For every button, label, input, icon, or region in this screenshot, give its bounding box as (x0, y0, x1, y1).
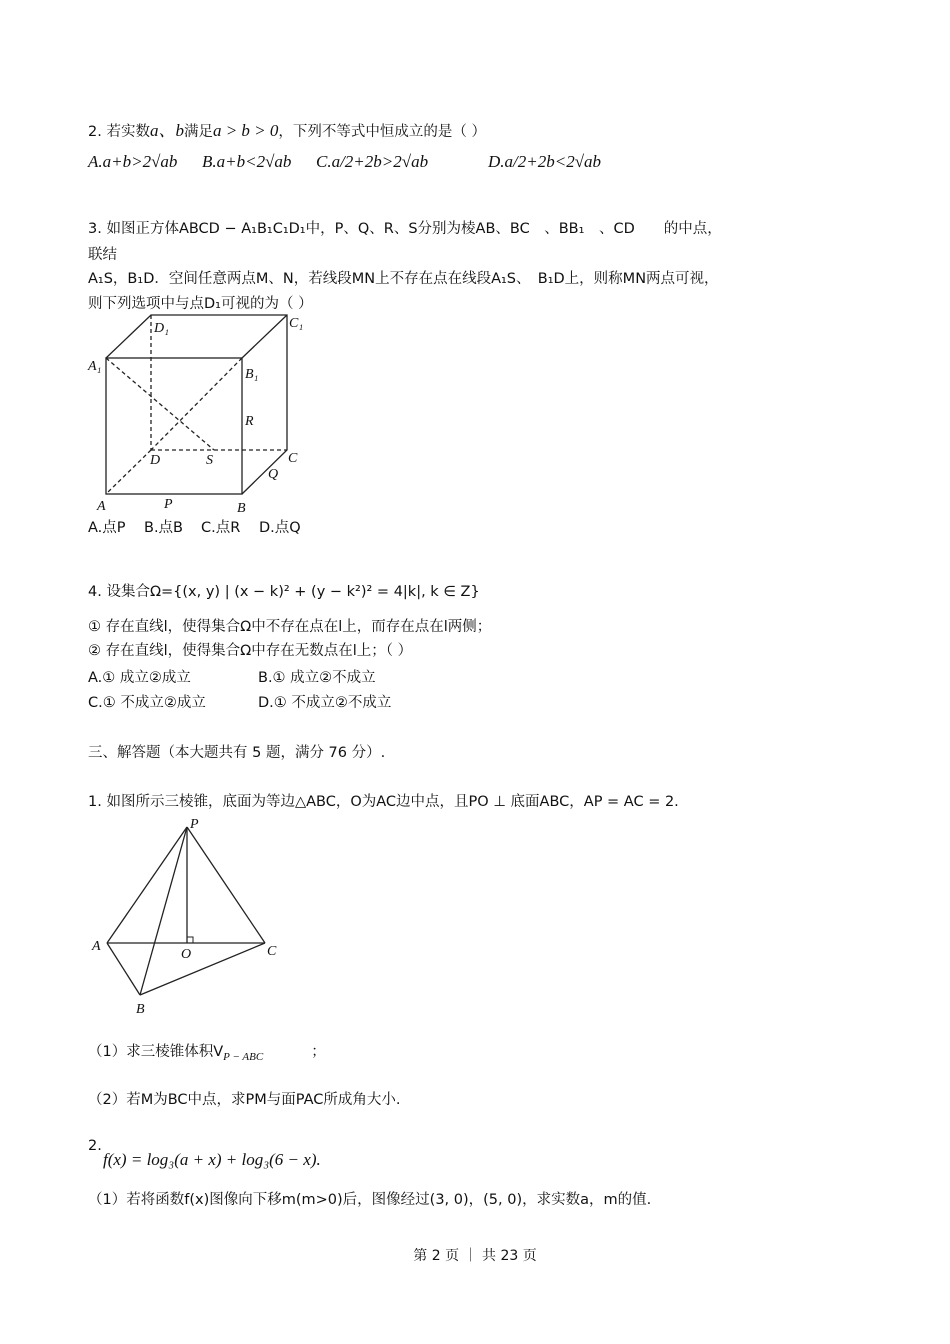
q4-statement-2: ② 存在直线l，使得集合Ω中存在无数点在l上；（ ） (88, 643, 413, 659)
label-d: D (150, 453, 161, 468)
math: a、b (149, 121, 184, 140)
label-c: C (267, 944, 277, 959)
label-b: B (237, 501, 246, 516)
label-a1: A₁ (88, 359, 102, 374)
q3-option-c: C.点R (201, 520, 241, 536)
q4-option-d: D.① 不成立②不成立 (258, 695, 392, 711)
math: a > b > 0 (212, 121, 279, 140)
label-q: Q (268, 467, 279, 482)
q2-option-a: A.a+b>2√ab (88, 152, 178, 171)
cube-figure (80, 308, 320, 518)
q4-option-b: B.① 成立②不成立 (258, 670, 376, 686)
label-p: P (190, 817, 199, 832)
label-b1: B₁ (245, 367, 259, 382)
q3-option-d: D.点Q (259, 520, 301, 536)
pyramid-figure (80, 810, 300, 1020)
p2-formula: f(x) = log₃(a + x) + log₃(6 − x). (103, 1150, 321, 1169)
q2-stem (88, 116, 486, 141)
subscript: P − ABC (223, 1050, 264, 1063)
p2-number: 2. (88, 1138, 102, 1154)
q4-option-c: C.① 不成立②成立 (88, 695, 206, 711)
label-a: A (92, 939, 101, 954)
q2-option-b: B.a+b<2√ab (202, 152, 292, 171)
q2-option-d: D.a/2+2b<2√ab (488, 152, 602, 171)
p1-sub2: （2）若M为BC中点，求PM与面PAC所成角大小. (88, 1092, 401, 1108)
text: ，下列不等式中恒成立的是（ ） (278, 124, 487, 140)
label-c1: C₁ (289, 316, 304, 331)
text: 满足 (183, 124, 213, 140)
q2-option-c: C.a/2+2b>2√ab (316, 152, 429, 171)
q4-statement-1: ① 存在直线l，使得集合Ω中不存在点在l上，而存在点在l两侧； (88, 619, 492, 635)
text: （1）求三棱锥体积V (88, 1044, 224, 1060)
label-b: B (136, 1002, 145, 1017)
label-c: C (288, 451, 298, 466)
q4-option-a: A.① 成立②成立 (88, 670, 191, 686)
p2-sub1: （1）若将函数f(x)图像向下移m(m>0)后，图像经过(3, 0)，(5, 0)，求实数a，m的值. (88, 1192, 652, 1208)
p1-stem: 1. 如图所示三棱锥，底面为等边△ABC，O为AC边中点，且PO ⊥ 底面ABC，AP = AC = 2. (88, 794, 679, 810)
label-o: O (181, 947, 192, 962)
p1-sub1 (88, 1040, 326, 1063)
label-r: R (245, 414, 254, 429)
q3-line2: 联结 (88, 247, 117, 263)
section-heading: 三、解答题（本大题共有 5 题，满分 76 分）. (88, 745, 386, 761)
label-s: S (206, 453, 213, 468)
q4-stem: 4. 设集合Ω={(x, y) | (x − k)² + (y − k²)² = 4|k|, k ∈ Z} (88, 584, 480, 600)
label-a: A (97, 499, 106, 514)
q3-line4: 则下列选项中与点D₁可视的为（ ） (88, 296, 313, 312)
text: ； (311, 1044, 326, 1060)
label-d1: D₁ (154, 321, 169, 336)
q3-line1: 3. 如图正方体ABCD − A₁B₁C₁D₁中，P、Q、R、S分别为棱AB、BC 、BB₁ 、CD 的中点， (88, 221, 722, 237)
q3-line3: A₁S，B₁D．空间任意两点M、N，若线段MN上不存在点在线段A₁S、 B₁D上，则称MN两点可视， (88, 271, 719, 287)
q3-option-b: B.点B (144, 520, 184, 536)
q3-option-a: A.点P (88, 520, 126, 536)
page-footer: 第 2 页 ｜ 共 23 页 (413, 1248, 537, 1264)
text: 2. 若实数 (88, 124, 150, 140)
label-p: P (164, 497, 173, 512)
